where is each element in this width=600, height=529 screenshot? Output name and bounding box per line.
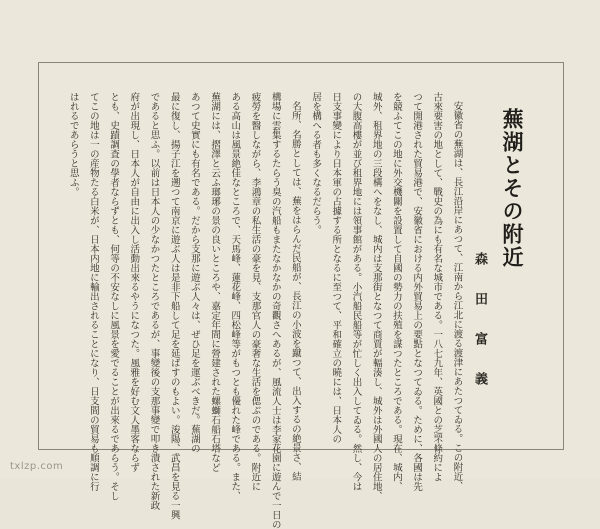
body-line: ある高山は風景絶佳なところで、天馬峰、蓮花峰、四松峰等がもつとも優れた峰である。また、 — [229, 92, 241, 501]
body-line: 最に復し、揚子江を遡つて南京に遊ぶ人は是非下船して足を延ばすのもよい。浚陽、武昌を見る一興 — [168, 92, 180, 520]
body-line: 名所、名勝としては、蕪をはらんだ民船が、長江の小波を蹴つて、出入するの絶景さ、結 — [289, 101, 301, 481]
body-line: てこの地は一の産物たる白米が、日本内地に輸出されることになり、日支間の貿易も順調に行 — [87, 92, 99, 491]
body-line: とも、史蹟調査の學者ならずとも、何等の不安なしに風景を愛でることが出來るであらう。そし — [108, 92, 120, 501]
body-line: 府が出現し、日本人が自由に出入し活動出來るやうになつた。風雅を好む文人墨客ならず — [128, 92, 140, 472]
article-title: 蕪湖とその附近 — [500, 108, 525, 269]
body-line: 居を構へる者も多くなるだらう。 — [310, 92, 322, 235]
body-line: の大腹高樓が並び租界地には領事館がある。小汽船民船等が忙しく出入してゐる。然し、今は — [350, 92, 362, 491]
body-line: 城外、租界地の三段構へをなし、城内は支那街となつて商賈が輻湊し、城外は外國人の居住地、 — [370, 92, 382, 501]
body-line: 日支事變により日本軍の占據する所となるに至つて、平和確立の曉には、日本人の — [330, 92, 342, 444]
body-line: であると思ふ。以前は日本人の少なかつたところであるが、事變後の支那事變で叩き潰された新政 — [148, 92, 160, 510]
article-author: 森 田 富 義 — [472, 252, 487, 391]
watermark: txlzp.com — [10, 461, 64, 472]
body-line: 構場に雲集するたらう臭の汽船もまたなかなかの奇觀さへあるが、風流人士は李家花園に遊んで一日の — [269, 92, 281, 529]
body-line: 古來要害の地として、戰史の為にも有名な城市である。一八七九年、英國との芝罘條約によ — [431, 92, 443, 482]
body-line: を競ふてこの地に外交機關を設置して自國の勢力の扶殖を謀つたところである。現在、城内、 — [390, 92, 402, 491]
body-line: つて開港された貿易港で、安徽省における内外貿易上の要點となつてゐる。ために、各國は先 — [411, 92, 423, 491]
body-line: 安徽省の蕪湖は、長江沿岸にあつて、江南から江北に渡る渡津にあたつてゐる。この附近、 — [451, 101, 463, 491]
body-line: はれるであらうと思ふ。 — [67, 92, 79, 197]
body-line: 疲勞を醫しながら、李鴻章の私生活の豪を見、支那官人の豪奢な生活を偲ぶのである。附近に — [249, 92, 261, 491]
body-line: 蕪湖には、摺澤と云ふ瑯琊の景の良いところや、嘉定年間に營建された螺螄石船石塔など — [209, 92, 221, 472]
body-line: あつて史實にも有名である。だから支那に遊ぶ人々は、ぜひ足を運ぶべきだ。蕪湖の — [188, 92, 200, 453]
